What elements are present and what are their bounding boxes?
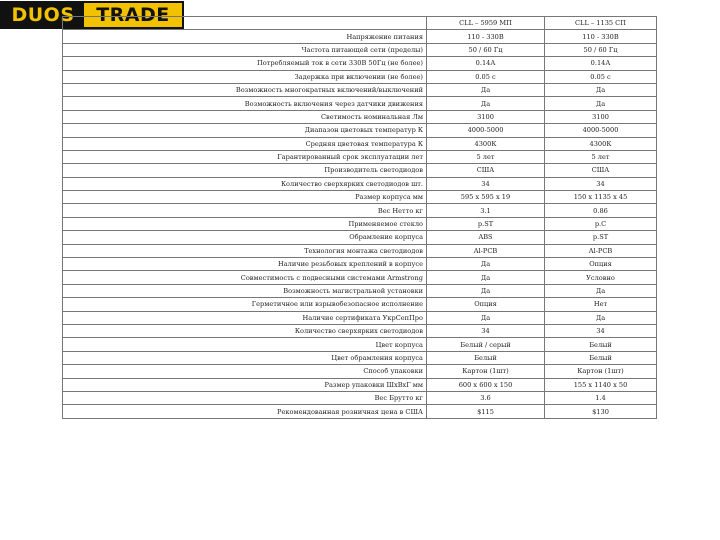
row-value-model-a: 595 x 595 x 19 [427,191,545,204]
row-value-model-a: p.ST [427,217,545,230]
row-label: Диапазон цветовых температур К [63,124,427,137]
row-value-model-b: p.ST [545,231,657,244]
row-label: Напряжение питания [63,30,427,43]
row-value-model-b: 4000-5000 [545,124,657,137]
row-label: Способ упаковки [63,365,427,378]
row-value-model-a: 600 x 600 x 150 [427,378,545,391]
row-label: Задержка при включении (не более) [63,70,427,83]
spec-table [62,16,657,419]
row-value-model-b: Да [545,83,657,96]
table-row [63,351,657,364]
row-label: Количество сверхярких светодиодов шт. [63,177,427,190]
row-value-model-a: Белый / серый [427,338,545,351]
table-row [63,324,657,337]
row-value-model-b: 0.05 с [545,70,657,83]
row-label: Количество сверхярких светодиодов [63,324,427,337]
spec-table-body [63,30,657,418]
row-value-model-b: 1.4 [545,391,657,404]
row-value-model-b: 155 x 1140 x 50 [545,378,657,391]
row-label: Наличие резьбовых креплений в корпусе [63,258,427,271]
row-label: Гарантированный срок эксплуатации лет [63,150,427,163]
table-row [63,231,657,244]
row-value-model-b: Опция [545,258,657,271]
row-label: Потребляемый ток в сети 330В 50Гц (не более) [63,57,427,70]
row-value-model-a: Да [427,83,545,96]
table-row [63,177,657,190]
row-label: Светимость номинальная Лм [63,110,427,123]
row-value-model-a: 5 лет [427,150,545,163]
row-value-model-b: 4300К [545,137,657,150]
row-value-model-a: 34 [427,177,545,190]
row-value-model-b: 34 [545,177,657,190]
row-value-model-a: 110 - 330В [427,30,545,43]
table-row [63,204,657,217]
row-label: Вес Нетто кг [63,204,427,217]
row-value-model-a: 3.1 [427,204,545,217]
row-value-model-b: Да [545,97,657,110]
row-value-model-a: Картон (1шт) [427,365,545,378]
row-label: Средняя цветовая температура К [63,137,427,150]
table-row [63,137,657,150]
row-value-model-a: 34 [427,324,545,337]
row-value-model-a: Белый [427,351,545,364]
row-value-model-a: Да [427,258,545,271]
table-row [63,244,657,257]
row-value-model-a: США [427,164,545,177]
row-value-model-a: $115 [427,405,545,418]
row-value-model-b: 3100 [545,110,657,123]
table-row [63,217,657,230]
table-row [63,391,657,404]
row-label: Возможность магистральной установки [63,284,427,297]
table-row [63,284,657,297]
row-label: Обрамление корпуса [63,231,427,244]
table-header-row [63,17,657,30]
row-value-model-b: $130 [545,405,657,418]
row-label: Размер корпуса мм [63,191,427,204]
row-value-model-b: Да [545,284,657,297]
table-row [63,83,657,96]
table-row [63,378,657,391]
table-row [63,43,657,56]
table-row [63,338,657,351]
row-value-model-a: 4000-5000 [427,124,545,137]
row-label: Вес Брутто кг [63,391,427,404]
header-model-b: CLL – 1135 СП [545,17,657,30]
row-value-model-a: Да [427,271,545,284]
row-label: Возможность многократных включений/выключений [63,83,427,96]
row-value-model-a: Да [427,311,545,324]
row-label: Герметичное или взрывобезопасное исполнение [63,298,427,311]
header-empty-cell [63,17,427,30]
row-value-model-a: Опция [427,298,545,311]
table-row [63,70,657,83]
table-row [63,57,657,70]
row-label: Цвет обрамления корпуса [63,351,427,364]
row-value-model-b: Нет [545,298,657,311]
row-label: Частота питающей сети (пределы) [63,43,427,56]
row-value-model-a: ABS [427,231,545,244]
row-label: Рекомендованная розничная цена в США [63,405,427,418]
row-label: Применяемое стекло [63,217,427,230]
row-value-model-b: 150 x 1135 x 45 [545,191,657,204]
row-value-model-b: 34 [545,324,657,337]
row-value-model-a: Да [427,284,545,297]
table-row [63,30,657,43]
table-row [63,97,657,110]
row-value-model-b: 0.86 [545,204,657,217]
logo-trade-text: TRADE [84,3,182,27]
row-value-model-b: Белый [545,351,657,364]
table-row [63,311,657,324]
row-value-model-a: 0.14А [427,57,545,70]
row-value-model-a: 4300К [427,137,545,150]
table-row [63,271,657,284]
table-row [63,150,657,163]
row-value-model-b: Al-PCB [545,244,657,257]
header-model-a: CLL – 5959 МП [427,17,545,30]
table-row [63,110,657,123]
table-row [63,405,657,418]
table-row [63,298,657,311]
row-label: Цвет корпуса [63,338,427,351]
row-label: Наличие сертификата УкрСепПро [63,311,427,324]
row-label: Производитель светодиодов [63,164,427,177]
row-value-model-a: 0.05 с [427,70,545,83]
table-row [63,124,657,137]
row-value-model-b: 0.14А [545,57,657,70]
row-value-model-b: 5 лет [545,150,657,163]
row-value-model-b: p.C [545,217,657,230]
row-value-model-b: Да [545,311,657,324]
row-label: Возможность включения через датчики движения [63,97,427,110]
row-value-model-b: Картон (1шт) [545,365,657,378]
logo-duos-text: DUOS [2,3,84,27]
row-label: Совместимость с подвесными системами Armstrong [63,271,427,284]
row-value-model-b: 50 / 60 Гц [545,43,657,56]
row-value-model-b: Условно [545,271,657,284]
table-row [63,365,657,378]
row-label: Размер упаковки ШхВхГ мм [63,378,427,391]
row-value-model-b: 110 - 330В [545,30,657,43]
row-value-model-a: 50 / 60 Гц [427,43,545,56]
table-row [63,258,657,271]
row-value-model-b: США [545,164,657,177]
table-row [63,191,657,204]
row-value-model-a: 3100 [427,110,545,123]
row-label: Технология монтажа светодиодов [63,244,427,257]
row-value-model-a: Да [427,97,545,110]
table-row [63,164,657,177]
row-value-model-b: Белый [545,338,657,351]
row-value-model-a: 3.6 [427,391,545,404]
row-value-model-a: Al-PCB [427,244,545,257]
